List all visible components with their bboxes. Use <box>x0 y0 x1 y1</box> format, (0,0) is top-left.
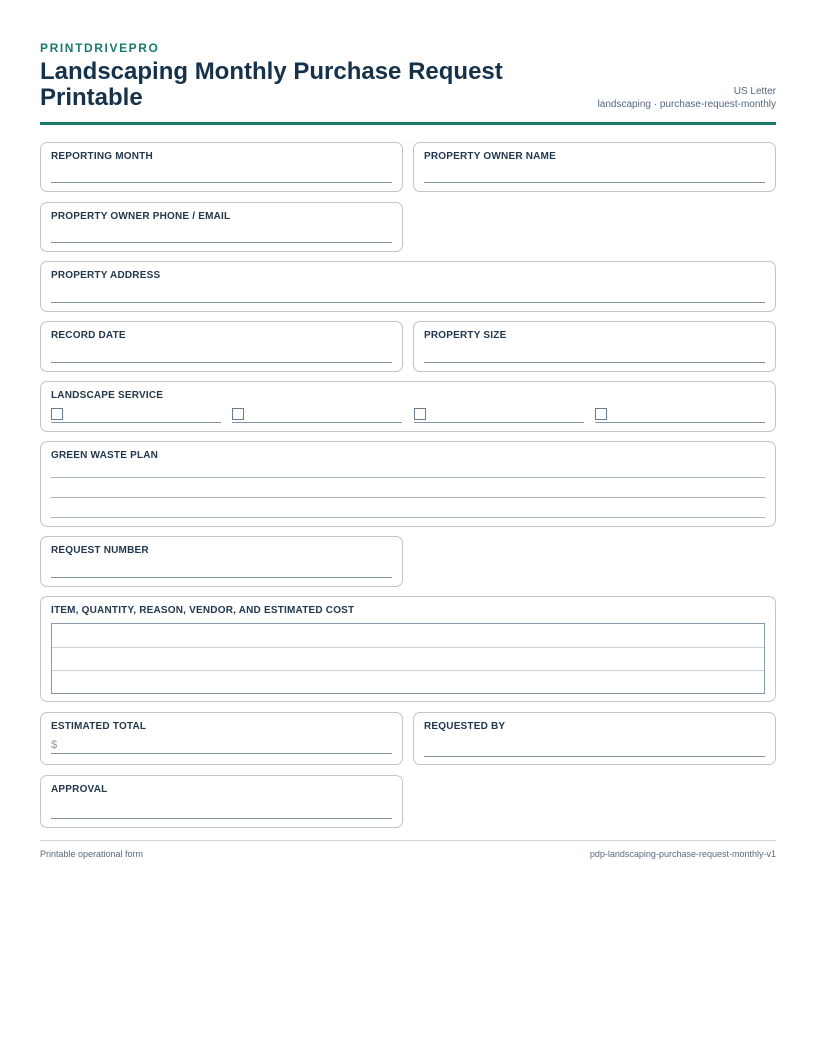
green-waste-plan-line[interactable] <box>51 477 765 478</box>
estimated-total-line[interactable] <box>51 753 392 754</box>
landscape-service-option-4[interactable] <box>595 408 765 424</box>
document-meta <box>598 85 776 111</box>
table-row-divider <box>52 647 764 648</box>
property-size-field[interactable] <box>413 321 776 372</box>
reporting-month-line[interactable] <box>51 182 392 183</box>
requested-by-line[interactable] <box>424 756 765 757</box>
checkbox[interactable] <box>414 408 426 420</box>
form-id: pdp-landscaping-purchase-request-monthly-v1 <box>589 849 776 859</box>
approval-label: APPROVAL <box>51 784 108 795</box>
items-label: ITEM, QUANTITY, REASON, VENDOR, AND ESTIMATED COST <box>51 605 355 616</box>
property-owner-name-label: PROPERTY OWNER NAME <box>424 151 556 162</box>
table-row-divider <box>52 670 764 671</box>
paper-size: US Letter <box>733 86 776 97</box>
option-line[interactable] <box>595 422 765 423</box>
landscape-service-field <box>40 381 776 432</box>
option-line[interactable] <box>51 422 221 423</box>
items-table[interactable] <box>51 623 765 694</box>
property-owner-name-field[interactable] <box>413 142 776 192</box>
property-owner-contact-field[interactable] <box>40 202 403 252</box>
property-size-line[interactable] <box>424 362 765 363</box>
request-number-line[interactable] <box>51 577 392 578</box>
request-number-field[interactable] <box>40 536 403 587</box>
header-divider <box>40 122 776 125</box>
property-address-label: PROPERTY ADDRESS <box>51 270 161 281</box>
currency-symbol: $ <box>51 739 58 751</box>
property-owner-name-line[interactable] <box>424 182 765 183</box>
green-waste-plan-line[interactable] <box>51 497 765 498</box>
estimated-total-field[interactable] <box>40 712 403 765</box>
estimated-total-label: ESTIMATED TOTAL <box>51 721 147 732</box>
green-waste-plan-field[interactable] <box>40 441 776 527</box>
landscape-service-option-2[interactable] <box>232 408 402 424</box>
reporting-month-field[interactable] <box>40 142 403 192</box>
request-number-label: REQUEST NUMBER <box>51 545 149 556</box>
checkbox[interactable] <box>232 408 244 420</box>
landscape-service-option-3[interactable] <box>414 408 584 424</box>
approval-line[interactable] <box>51 818 392 819</box>
items-field <box>40 596 776 702</box>
green-waste-plan-line[interactable] <box>51 517 765 518</box>
footer-description: Printable operational form <box>40 849 144 859</box>
property-owner-contact-label: PROPERTY OWNER PHONE / EMAIL <box>51 211 231 222</box>
record-date-label: RECORD DATE <box>51 330 126 341</box>
landscape-service-label: LANDSCAPE SERVICE <box>51 390 164 401</box>
property-address-line[interactable] <box>51 302 765 303</box>
landscape-service-option-1[interactable] <box>51 408 221 424</box>
document-tags: landscaping · purchase-request-monthly <box>597 99 776 110</box>
option-line[interactable] <box>414 422 584 423</box>
property-owner-contact-line[interactable] <box>51 242 392 243</box>
property-size-label: PROPERTY SIZE <box>424 330 507 341</box>
checkbox[interactable] <box>51 408 63 420</box>
footer-divider <box>40 840 776 841</box>
green-waste-plan-label: GREEN WASTE PLAN <box>51 450 159 461</box>
property-address-field[interactable] <box>40 261 776 312</box>
page-title: Landscaping Monthly Purchase Request Printable <box>40 58 503 111</box>
approval-field[interactable] <box>40 775 403 828</box>
record-date-field[interactable] <box>40 321 403 372</box>
reporting-month-label: REPORTING MONTH <box>51 151 153 162</box>
record-date-line[interactable] <box>51 362 392 363</box>
brand-name: PRINTDRIVEPRO <box>40 41 160 55</box>
requested-by-label: REQUESTED BY <box>424 721 506 732</box>
option-line[interactable] <box>232 422 402 423</box>
requested-by-field[interactable] <box>413 712 776 765</box>
checkbox[interactable] <box>595 408 607 420</box>
